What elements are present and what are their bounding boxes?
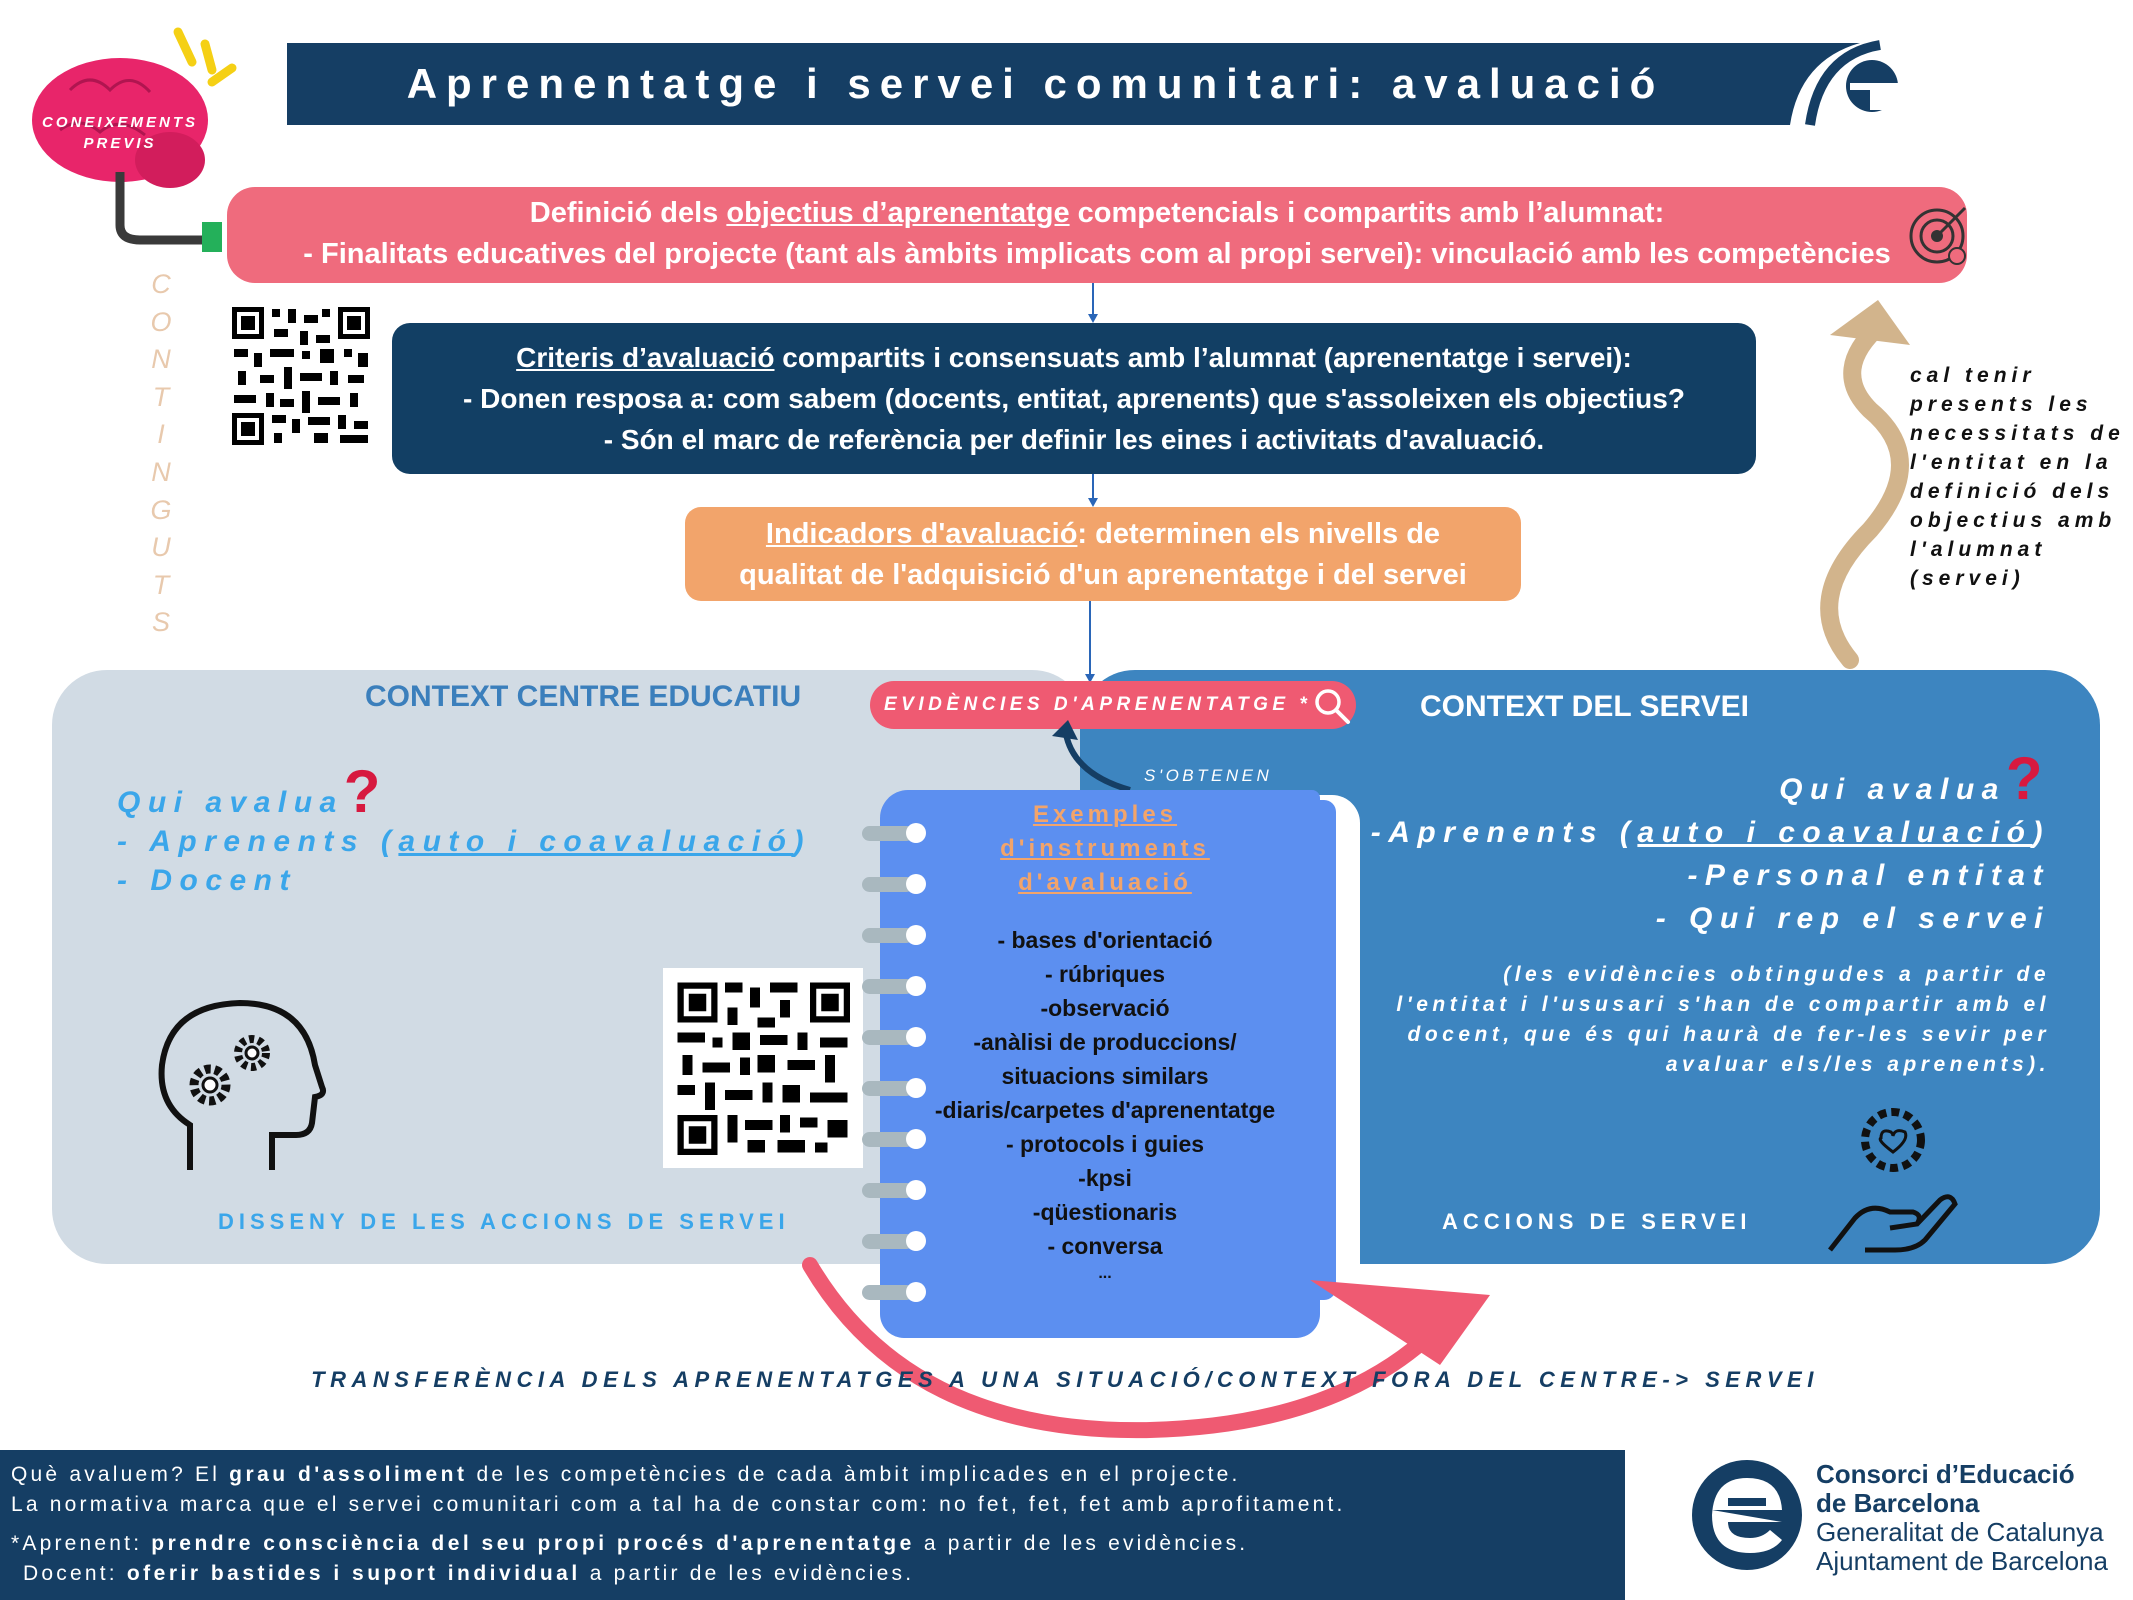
indicators-box	[685, 507, 1521, 601]
list-item: - bases d'orientació	[997, 927, 1213, 953]
question-mark-icon: ?	[2005, 745, 2050, 812]
school-evaluator-learners: - Aprenents (auto i coavaluació)	[117, 825, 811, 858]
footer-line2: La normativa marca que el servei comunitari com a tal ha de constar com: no fet, fet, fet amb aprofitament.	[11, 1493, 1346, 1516]
transfer-arrow	[790, 1245, 1510, 1445]
list-item: - rúbriques	[1044, 961, 1166, 987]
target-icon	[1903, 200, 1973, 270]
transfer-caption: TRANSFERÈNCIA DELS APRENENTATGES A UNA SITUACIÓ/CONTEXT FORA DEL CENTRE-> SERVEI	[311, 1367, 1819, 1392]
service-evaluator-staff: -Personal entitat	[1687, 859, 2050, 892]
side-note: cal tenir presents les necessitats de l'entitat en la definició dels objectius amb l'alumnat (servei)	[1910, 364, 2125, 590]
footer-line3: *Aprenent: prendre consciència del seu propi procés d'aprenentatge a partir de les evidències.	[11, 1532, 1249, 1555]
consorci-logo-icon	[1690, 1458, 1805, 1573]
objectives-link[interactable]: objectius d’aprenentatge	[726, 197, 1070, 229]
criteria-line2: - Donen resposa a: com sabem (docents, entitat, aprenents) que s'assoleixen els objectius?	[463, 383, 1685, 414]
hand-heart-icon	[1825, 1100, 1960, 1255]
consorci-logo-text[interactable]: Consorci d’Educació de Barcelona Generalitat de Catalunya Ajuntament de Barcelona	[1816, 1459, 2108, 1576]
brain-label: CONEIXEMENTS PREVIS	[41, 114, 198, 152]
criteria-line1: Criteris d’avaluació compartits i consensuats amb l’alumnat (aprenentatge i servei):	[516, 342, 1632, 373]
footer-panel	[0, 1450, 1625, 1600]
service-evaluators-heading: Qui avalua?	[1779, 745, 2050, 812]
list-item: -diaris/carpetes d'aprenentatge	[934, 1097, 1276, 1123]
indicators-line2: qualitat de l'adquisició d'un aprenentatge i del servei	[739, 559, 1467, 591]
design-actions-caption: DISSENY DE LES ACCIONS DE SERVEI	[218, 1209, 790, 1234]
service-evaluator-recipient: - Qui rep el servei	[1655, 902, 2050, 935]
qr-code-instruments[interactable]	[663, 968, 863, 1168]
criteria-line3: - Són el marc de referència per definir les eines i activitats d'avaluació.	[603, 424, 1545, 455]
criteria-box	[392, 323, 1756, 474]
evidence-pill: EVIDÈNCIES D'APRENENTATGE *	[870, 681, 1356, 729]
service-evaluator-learners: -Aprenents (auto i coavaluació)	[1370, 816, 2050, 849]
question-mark-icon: ?	[343, 758, 388, 825]
school-evaluator-teacher: - Docent	[117, 864, 297, 897]
list-item: - conversa	[1047, 1233, 1163, 1259]
objectives-box	[227, 187, 1967, 283]
list-item: -qüestionaris	[1032, 1199, 1178, 1225]
magnifier-icon	[1310, 684, 1354, 728]
list-item: ...	[1098, 1265, 1112, 1282]
idea-rays-icon	[178, 32, 232, 82]
school-evaluators	[117, 758, 811, 900]
context-service-title: CONTEXT DEL SERVEI	[1420, 690, 1749, 723]
head-gears-icon	[150, 995, 340, 1175]
continguts-vertical-label: C O N T I N G U T S	[150, 269, 172, 638]
school-evaluators-heading: Qui avalua?	[117, 758, 388, 825]
footer-line4: Docent: oferir bastides i suport individual a partir de les evidències.	[23, 1562, 915, 1585]
notebook-title[interactable]: Exemples d'instruments d'avaluació	[1000, 801, 1210, 896]
service-actions-caption: ACCIONS DE SERVEI	[1442, 1209, 1752, 1234]
list-item: situacions similars	[1001, 1063, 1209, 1089]
instruments-list	[905, 923, 1305, 1285]
list-item: -anàlisi de produccions/	[973, 1029, 1237, 1055]
service-evaluators	[1360, 745, 2050, 940]
objectives-line2: - Finalitats educatives del projecte (tant als àmbits implicats com al propi servei): vinculació amb les competències	[303, 238, 1891, 270]
sobtenen-label: S'OBTENEN	[1144, 766, 1273, 785]
indicators-link[interactable]: Indicadors d'avaluació	[765, 518, 1078, 550]
notebook-edge	[1320, 800, 1336, 1300]
evidence-note: (les evidències obtingudes a partir de l'entitat i l'ususari s'han de compartir amb el docent, que és qui haurà de fer-les sevir per avaluar els/les aprenents).	[1396, 963, 2050, 1076]
list-item: -observació	[1040, 995, 1170, 1021]
objectives-line1: Definició dels objectius d’aprenentatge competencials i compartits amb l’alumnat:	[529, 197, 1665, 229]
list-item: -kpsi	[1078, 1165, 1132, 1191]
indicators-line1: Indicadors d'avaluació: determinen els nivells de	[765, 518, 1441, 550]
feedback-wavy-arrow	[1829, 325, 1900, 660]
list-item: - protocols i guies	[1005, 1131, 1205, 1157]
obtain-arrow	[1050, 718, 1160, 798]
page-title: Aprenentatge i servei comunitari: avaluació	[287, 43, 1784, 125]
criteria-link[interactable]: Criteris d’avaluació	[516, 342, 775, 373]
plug-icon	[202, 222, 222, 252]
context-school-title: CONTEXT CENTRE EDUCATIU	[365, 680, 802, 713]
footer-line1: Què avaluem? El grau d'assoliment de les competències de cada àmbit implicades en el projecte.	[11, 1463, 1241, 1486]
qr-code-contents[interactable]	[230, 305, 372, 447]
